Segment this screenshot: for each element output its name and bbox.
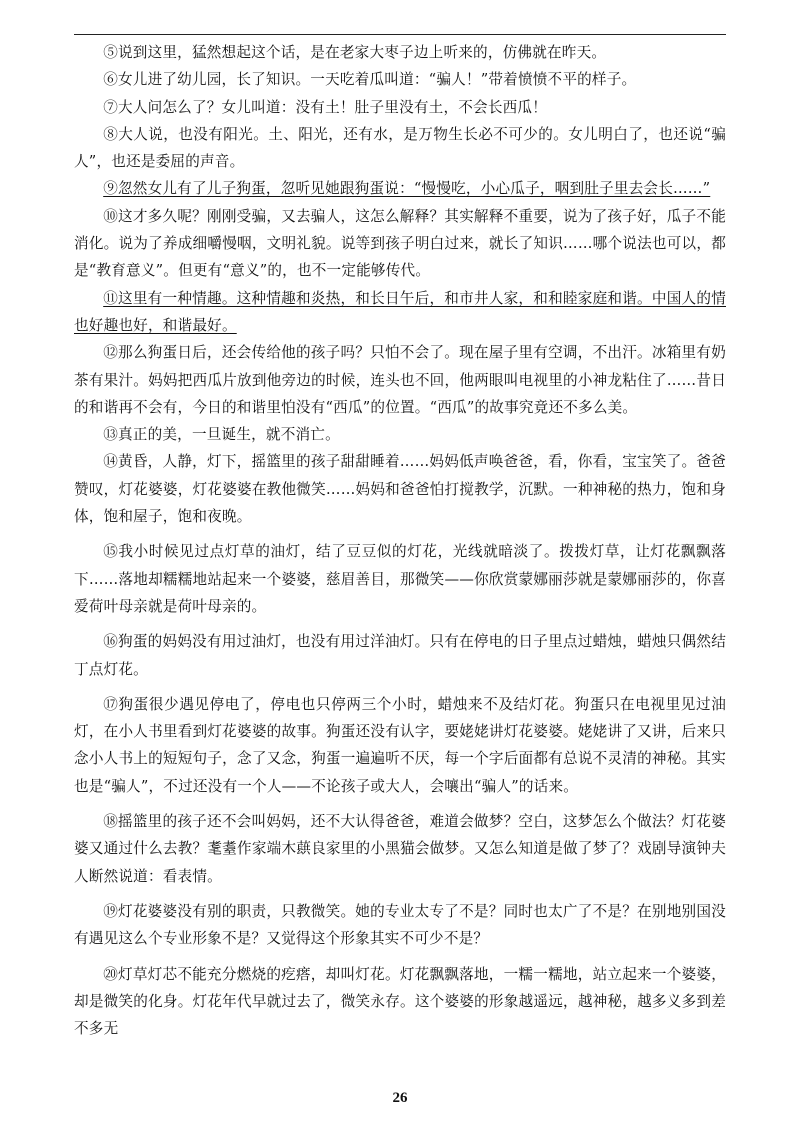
paragraph-text: ⑤说到这里，猛然想起这个话，是在老家大枣子边上听来的，仿佛就在昨天。 [103,44,607,61]
paragraph-text: ⑲灯花婆婆没有别的职责，只教微笑。她的专业太专了不是？同时也太广了不是？在别地别国没有遇见这么个专业形象不是？又觉得这个形象其实不可少不是？ [74,902,726,948]
paragraph [74,538,726,620]
page-number: 26 [392,1090,408,1106]
paragraph [74,448,726,530]
paragraph [74,121,726,176]
paragraph-text: ⑳灯草灯芯不能充分燃烧的疙瘩，却叫灯花。灯花飘飘落地，一糯一糯地，站立起来一个婆婆，却是微笑的化身。灯花年代早就过去了，微笑永存。这个婆婆的形象越遥远，越神秘，越多义多到差不多无 [74,965,726,1038]
paragraph [74,898,726,953]
document-body [74,39,726,1042]
paragraph-text: ⑮我小时候见过点灯草的油灯，结了豆豆似的灯花，光线就暗淡了。拨拨灯草，让灯花飘飘落下……落地却糯糯地站起来一个婆婆，慈眉善目，那微笑——你欣赏蒙娜丽莎就是蒙娜丽莎的，你喜爱荷叶母亲就是荷叶母亲的。 [74,543,726,615]
paragraph [74,421,726,448]
paragraph [74,808,726,890]
paragraph [74,39,726,66]
paragraph-text: ⑭黄昏，人静，灯下，摇篮里的孩子甜甜睡着……妈妈低声唤爸爸，看，你看，宝宝笑了。爸爸赞叹，灯花婆婆，灯花婆婆在教他微笑……妈妈和爸爸怕打搅教学，沉默。一种神秘的热力，饱和身体，饱和屋子，饱和夜晚。 [74,453,726,526]
paragraph [74,285,726,340]
paragraph [74,691,726,800]
paragraph [74,339,726,421]
paragraph-text: ⑧大人说，也没有阳光。土、阳光，还有水，是万物生长必不可少的。女儿明白了，也还说“骗人”，也还是委屈的声音。 [74,125,726,171]
paragraph-text: ⑱摇篮里的孩子还不会叫妈妈，还不大认得爸爸，难道会做梦？空白，这梦怎么个做法？灯花婆婆又通过什么去教？耄耋作家端木蕻良家里的小黑猫会做梦。又怎么知道是做了梦了？戏剧导演钟夫人断然说道：看表情。 [74,813,726,885]
paragraph [74,628,726,683]
paragraph-text: ⑬真正的美，一旦诞生，就不消亡。 [103,426,340,444]
paragraph-text: ⑥女儿进了幼儿园，长了知识。一天吃着瓜叫道：“骗人！”带着愤愤不平的样子。 [103,71,637,89]
paragraph [74,94,726,121]
header-rule [74,34,726,35]
paragraph [74,175,726,202]
paragraph-text: ⑯狗蛋的妈妈没有用过油灯，也没有用过洋油灯。只有在停电的日子里点过蜡烛，蜡烛只偶然结丁点灯花。 [74,633,726,678]
paragraph-text: ⑰狗蛋很少遇见停电了，停电也只停两三个小时，蜡烛来不及结灯花。狗蛋只在电视里见过油灯，在小人书里看到灯花婆婆的故事。狗蛋还没有认字，要姥姥讲灯花婆婆。姥姥讲了又讲，后来只念小人书上的短短句子，念了又念，狗蛋一遍遍听不厌，每一个字后面都有总说不灵清的神秘。其实也是“骗人”，不过还没有一个人——不论孩子或大人，会嚷出“骗人”的话来。 [74,695,726,795]
paragraph [74,961,726,1043]
paragraph [74,203,726,285]
paragraph-text: ⑫那么狗蛋日后，还会传给他的孩子吗？只怕不会了。现在屋子里有空调，不出汗。冰箱里有奶茶有果汁。妈妈把西瓜片放到他旁边的时候，连头也不回，他两眼叫电视里的小神龙粘住了……昔日的和谐再不会有，今日的和谐里怕没有“西瓜”的位置。“西瓜”的故事究竟还不多么美。 [74,344,726,416]
paragraph-text: ⑦大人问怎么了？女儿叫道：没有土！肚子里没有土，不会长西瓜！ [103,98,548,116]
paragraph-text: ⑩这才多久呢？刚刚受骗，又去骗人，这怎么解释？其实解释不重要，说为了孩子好，瓜子不能消化。说为了养成细嚼慢咽，文明礼貌。说等到孩子明白过来，就长了知识……哪个说法也可以，都是“教育意义”。但更有“意义”的，也不一定能够传代。 [74,207,726,280]
paragraph-text: ⑨忽然女儿有了儿子狗蛋，忽听见她跟狗蛋说：“慢慢吃，小心瓜子，咽到肚子里去会长……” [103,180,711,198]
paragraph-text: ⑪这里有一种情趣。这种情趣和炎热，和长日午后，和市井人家，和和睦家庭和谐。中国人的情也好趣也好，和谐最好。 [74,289,726,334]
paragraph [74,66,726,93]
